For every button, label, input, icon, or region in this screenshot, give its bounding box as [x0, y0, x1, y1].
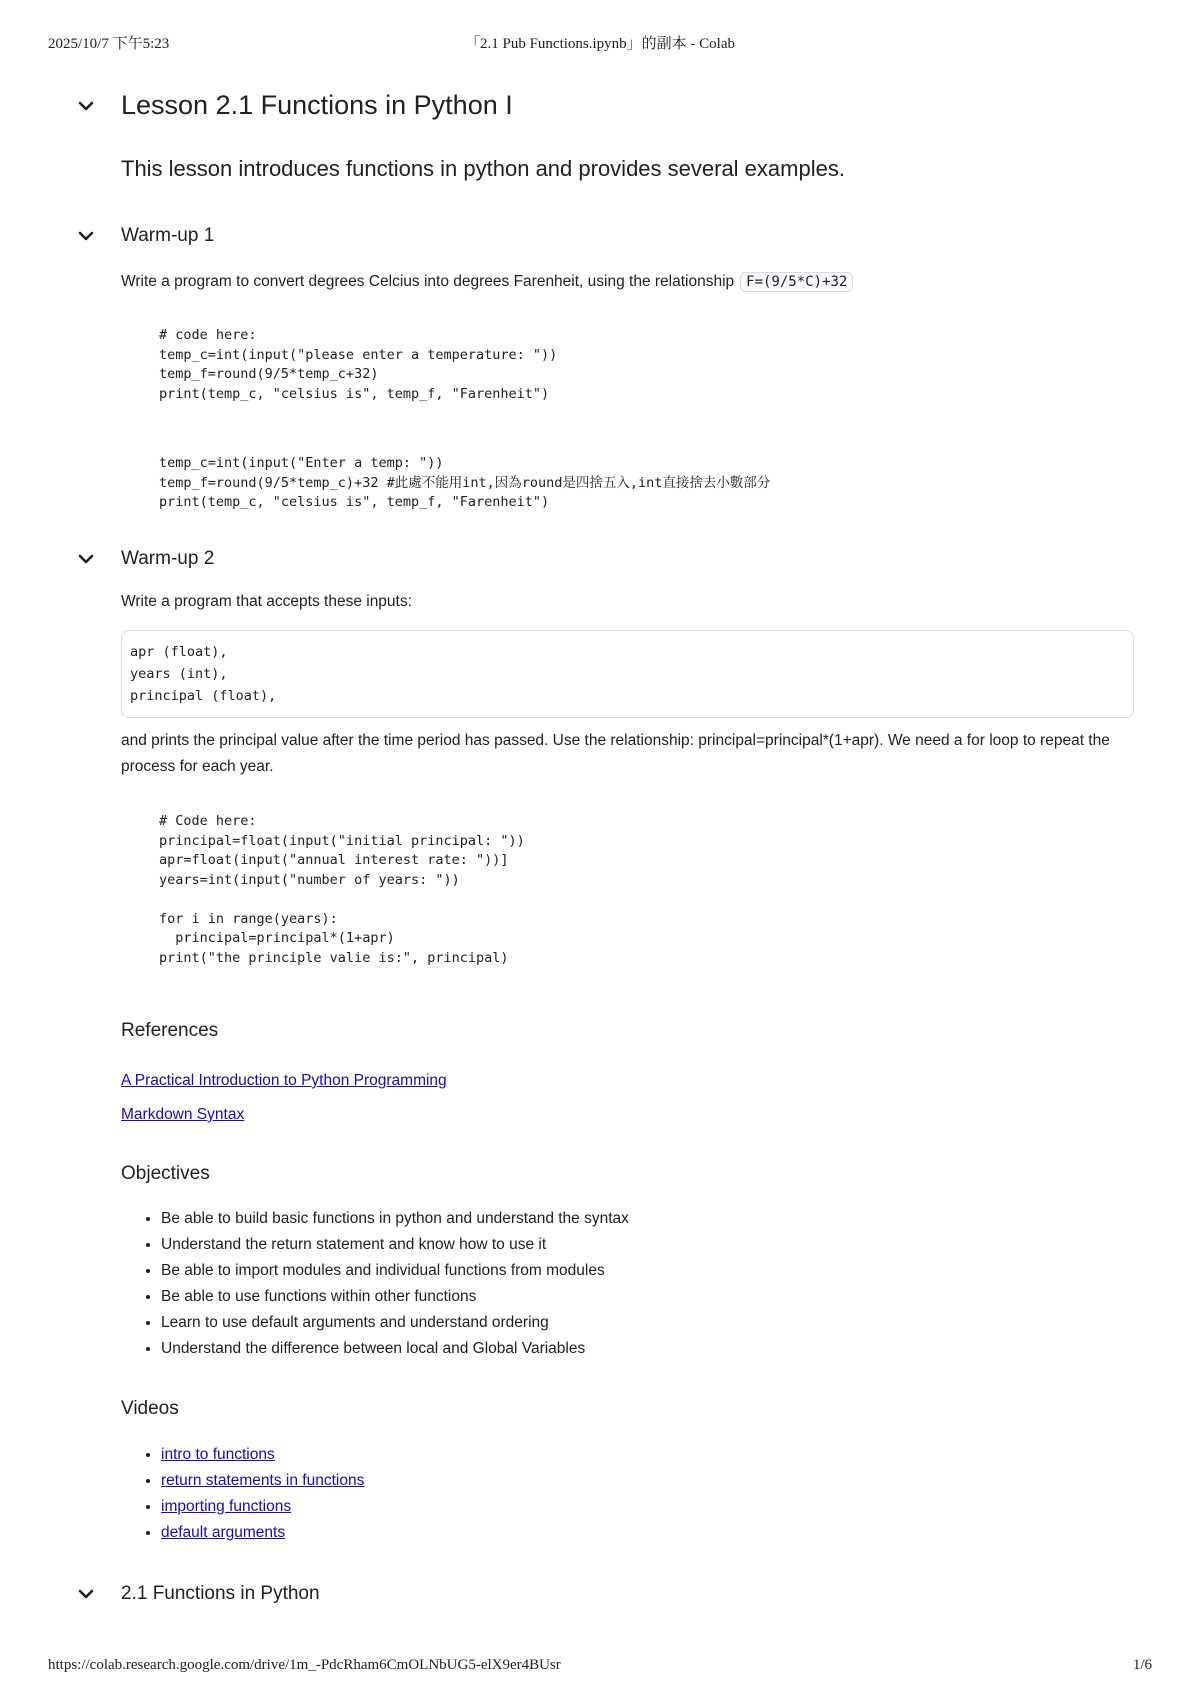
chevron-down-icon[interactable]	[75, 548, 97, 570]
objectives-heading: Objectives	[121, 1163, 210, 1184]
list-item	[161, 1468, 364, 1494]
list-item	[161, 1442, 364, 1468]
print-page-title: 「2.1 Pub Functions.ipynb」的副本 - Colab	[464, 36, 735, 52]
list-item: • Understand the return statement and know how to use it	[161, 1232, 629, 1258]
lesson-section-header	[75, 90, 513, 121]
chevron-down-icon[interactable]	[75, 95, 97, 117]
inputs-code-block: apr (float), years (int), principal (float),	[121, 630, 1134, 718]
warmup2-section-header	[75, 548, 214, 570]
list-item: • Be able to import modules and individual functions from modules	[161, 1258, 629, 1284]
reference-link[interactable]: Markdown Syntax	[121, 1106, 245, 1123]
video-link[interactable]: importing functions	[161, 1498, 292, 1515]
lesson-title: Lesson 2.1 Functions in Python I	[121, 90, 513, 120]
warmup1-section-header	[75, 225, 214, 247]
lesson-intro: This lesson introduces functions in python and provides several examples.	[121, 156, 845, 181]
video-link[interactable]: return statements in functions	[161, 1472, 365, 1489]
warmup2-description: and prints the principal value after the time period has passed. Use the relationship: principal=principal*(1+apr). We need a for loop to repeat the process for each year.	[121, 732, 1110, 775]
chevron-down-icon[interactable]	[75, 225, 97, 247]
list-item	[161, 1494, 364, 1520]
print-footer	[48, 1657, 1152, 1677]
warmup2-text: Write a program that accepts these inputs:	[121, 593, 412, 610]
functions-section-header	[75, 1583, 320, 1605]
code-cell[interactable]: # code here: temp_c=int(input("please enter a temperature: ")) temp_f=round(9/5*temp_c+32) print(temp_c, "celsius is", temp_f, "Farenheit")	[159, 327, 558, 402]
video-link[interactable]: default arguments	[161, 1524, 286, 1541]
print-datetime: 2025/10/7 下午5:23	[48, 36, 170, 52]
print-page-number: 1/6	[1132, 1657, 1152, 1673]
list-item: • Be able to build basic functions in python and understand the syntax	[161, 1206, 629, 1232]
video-link[interactable]: intro to functions	[161, 1446, 275, 1463]
videos-heading: Videos	[121, 1398, 179, 1419]
references-heading: References	[121, 1020, 219, 1041]
next-section-heading: 2.1 Functions in Python	[121, 1583, 320, 1604]
print-header	[48, 32, 1152, 52]
list-item: • Be able to use functions within other functions	[161, 1284, 629, 1310]
list-item: • Learn to use default arguments and understand ordering	[161, 1310, 629, 1336]
videos-list	[121, 1442, 364, 1546]
reference-link[interactable]: A Practical Introduction to Python Programming	[121, 1072, 447, 1089]
list-item	[161, 1520, 364, 1546]
warmup1-text-line	[121, 272, 853, 292]
warmup1-formula: F=(9/5*C)+32	[740, 272, 853, 292]
warmup1-heading: Warm-up 1	[121, 225, 215, 246]
objectives-list	[121, 1206, 629, 1362]
warmup2-heading: Warm-up 2	[121, 548, 215, 569]
code-cell[interactable]: temp_c=int(input("Enter a temp: ")) temp_f=round(9/5*temp_c)+32 #此處不能用int,因為round是四捨五入,int直接捨去小數部分 print(temp_c, "celsius is", temp_f, "Farenheit")	[159, 455, 771, 510]
warmup1-text: Write a program to convert degrees Celcius into degrees Farenheit, using the relationship	[121, 273, 735, 290]
chevron-down-icon[interactable]	[75, 1583, 97, 1605]
print-url: https://colab.research.google.com/drive/1m_-PdcRham6CmOLNbUG5-elX9er4BUsr	[48, 1657, 561, 1673]
code-cell[interactable]: # Code here: principal=float(input("initial principal: ")) apr=float(input("annual interest rate: "))] years=int(input("number of years: ")) for i in range(years): principal=principal*(1+apr) print("the principle valie is:", principal)	[159, 813, 525, 966]
list-item: • Understand the difference between local and Global Variables	[161, 1336, 629, 1362]
